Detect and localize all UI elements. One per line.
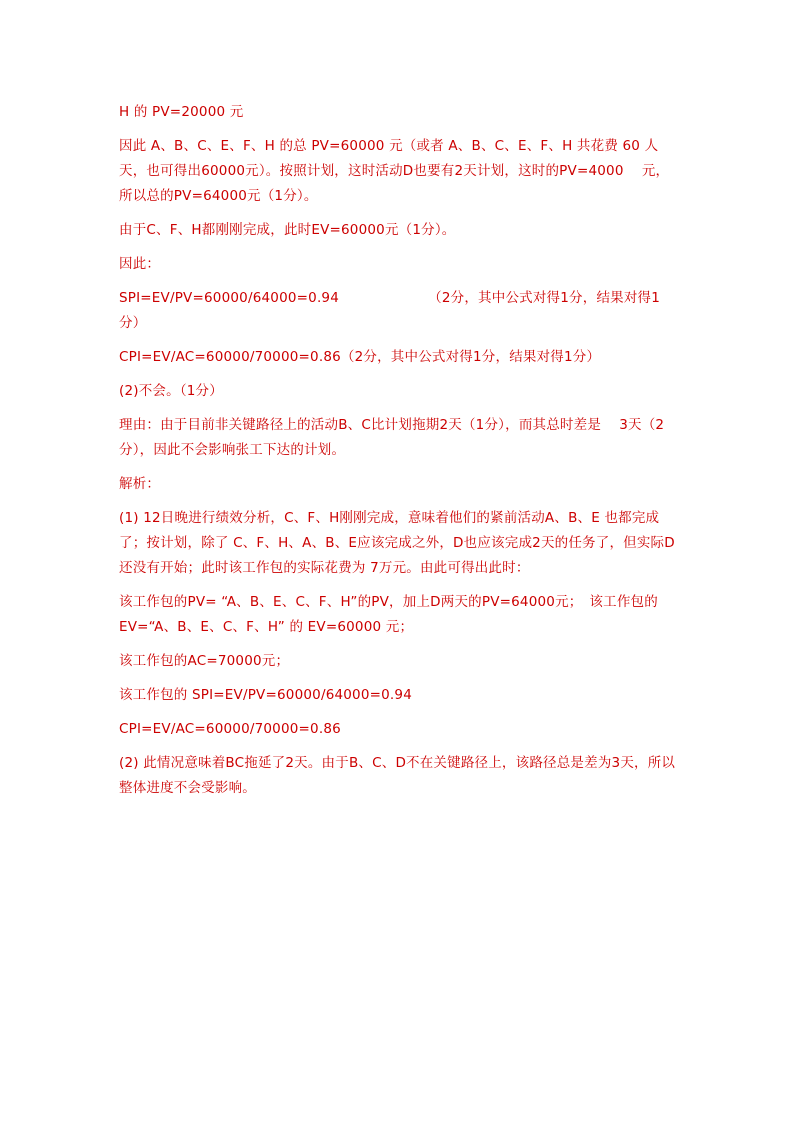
- paragraph-analysis-2: (2) 此情况意味着BC拖延了2天。由于B、C、D不在关键路径上，该路径总是差为3天，所以整体进度不会受影响。: [119, 755, 676, 796]
- paragraph-analysis-1: (1) 12日晚进行绩效分析，C、F、H刚刚完成，意味着他们的紧前活动A、B、E 也都完成了；按计划，除了 C、F、H、A、B、E应该完成之外，D也应该完成2天的任务了，但实际D还没有开始；此时该工作包的实际花费为 7万元。由此可得出此时：: [119, 510, 675, 576]
- paragraph-therefore: 因此：: [119, 256, 161, 272]
- paragraph-analysis-heading: 解析：: [119, 476, 161, 492]
- paragraph-work-package-cpi: CPI=EV/AC=60000/70000=0.86: [119, 721, 341, 737]
- paragraph-h-pv: H 的 PV=20000 元: [119, 104, 244, 120]
- paragraph-work-package-ac: 该工作包的AC=70000元；: [119, 653, 290, 669]
- document-body: [119, 100, 679, 810]
- paragraph-work-package-spi: 该工作包的 SPI=EV/PV=60000/64000=0.94: [119, 687, 413, 703]
- paragraph-answer-2: (2)不会。（1分）: [119, 383, 223, 399]
- paragraph-reason: 理由：由于目前非关键路径上的活动B、C比计划拖期2天（1分），而其总时差是 3天（2分），因此不会影响张工下达的计划。: [119, 417, 665, 458]
- paragraph-cpi: CPI=EV/AC=60000/70000=0.86（2分，其中公式对得1分，结果对得1分）: [119, 349, 601, 365]
- paragraph-total-pv: 因此 A、B、C、E、F、H 的总 PV=60000 元（或者 A、B、C、E、F、H 共花费 60 人天，也可得出60000元）。按照计划，这时活动D也要有2天计划，这时的PV=4000 元，所以总的PV=64000元（1分）。: [119, 138, 670, 204]
- paragraph-work-package-pv-ev: 该工作包的PV= “A、B、E、C、F、H”的PV，加上D两天的PV=64000元； 该工作包的EV=“A、B、E、C、F、H” 的 EV=60000 元；: [119, 594, 658, 635]
- paragraph-spi: SPI=EV/PV=60000/64000=0.94 （2分，其中公式对得1分，结果对得1分）: [119, 290, 661, 331]
- paragraph-ev: 由于C、F、H都刚刚完成，此时EV=60000元（1分）。: [119, 222, 456, 238]
